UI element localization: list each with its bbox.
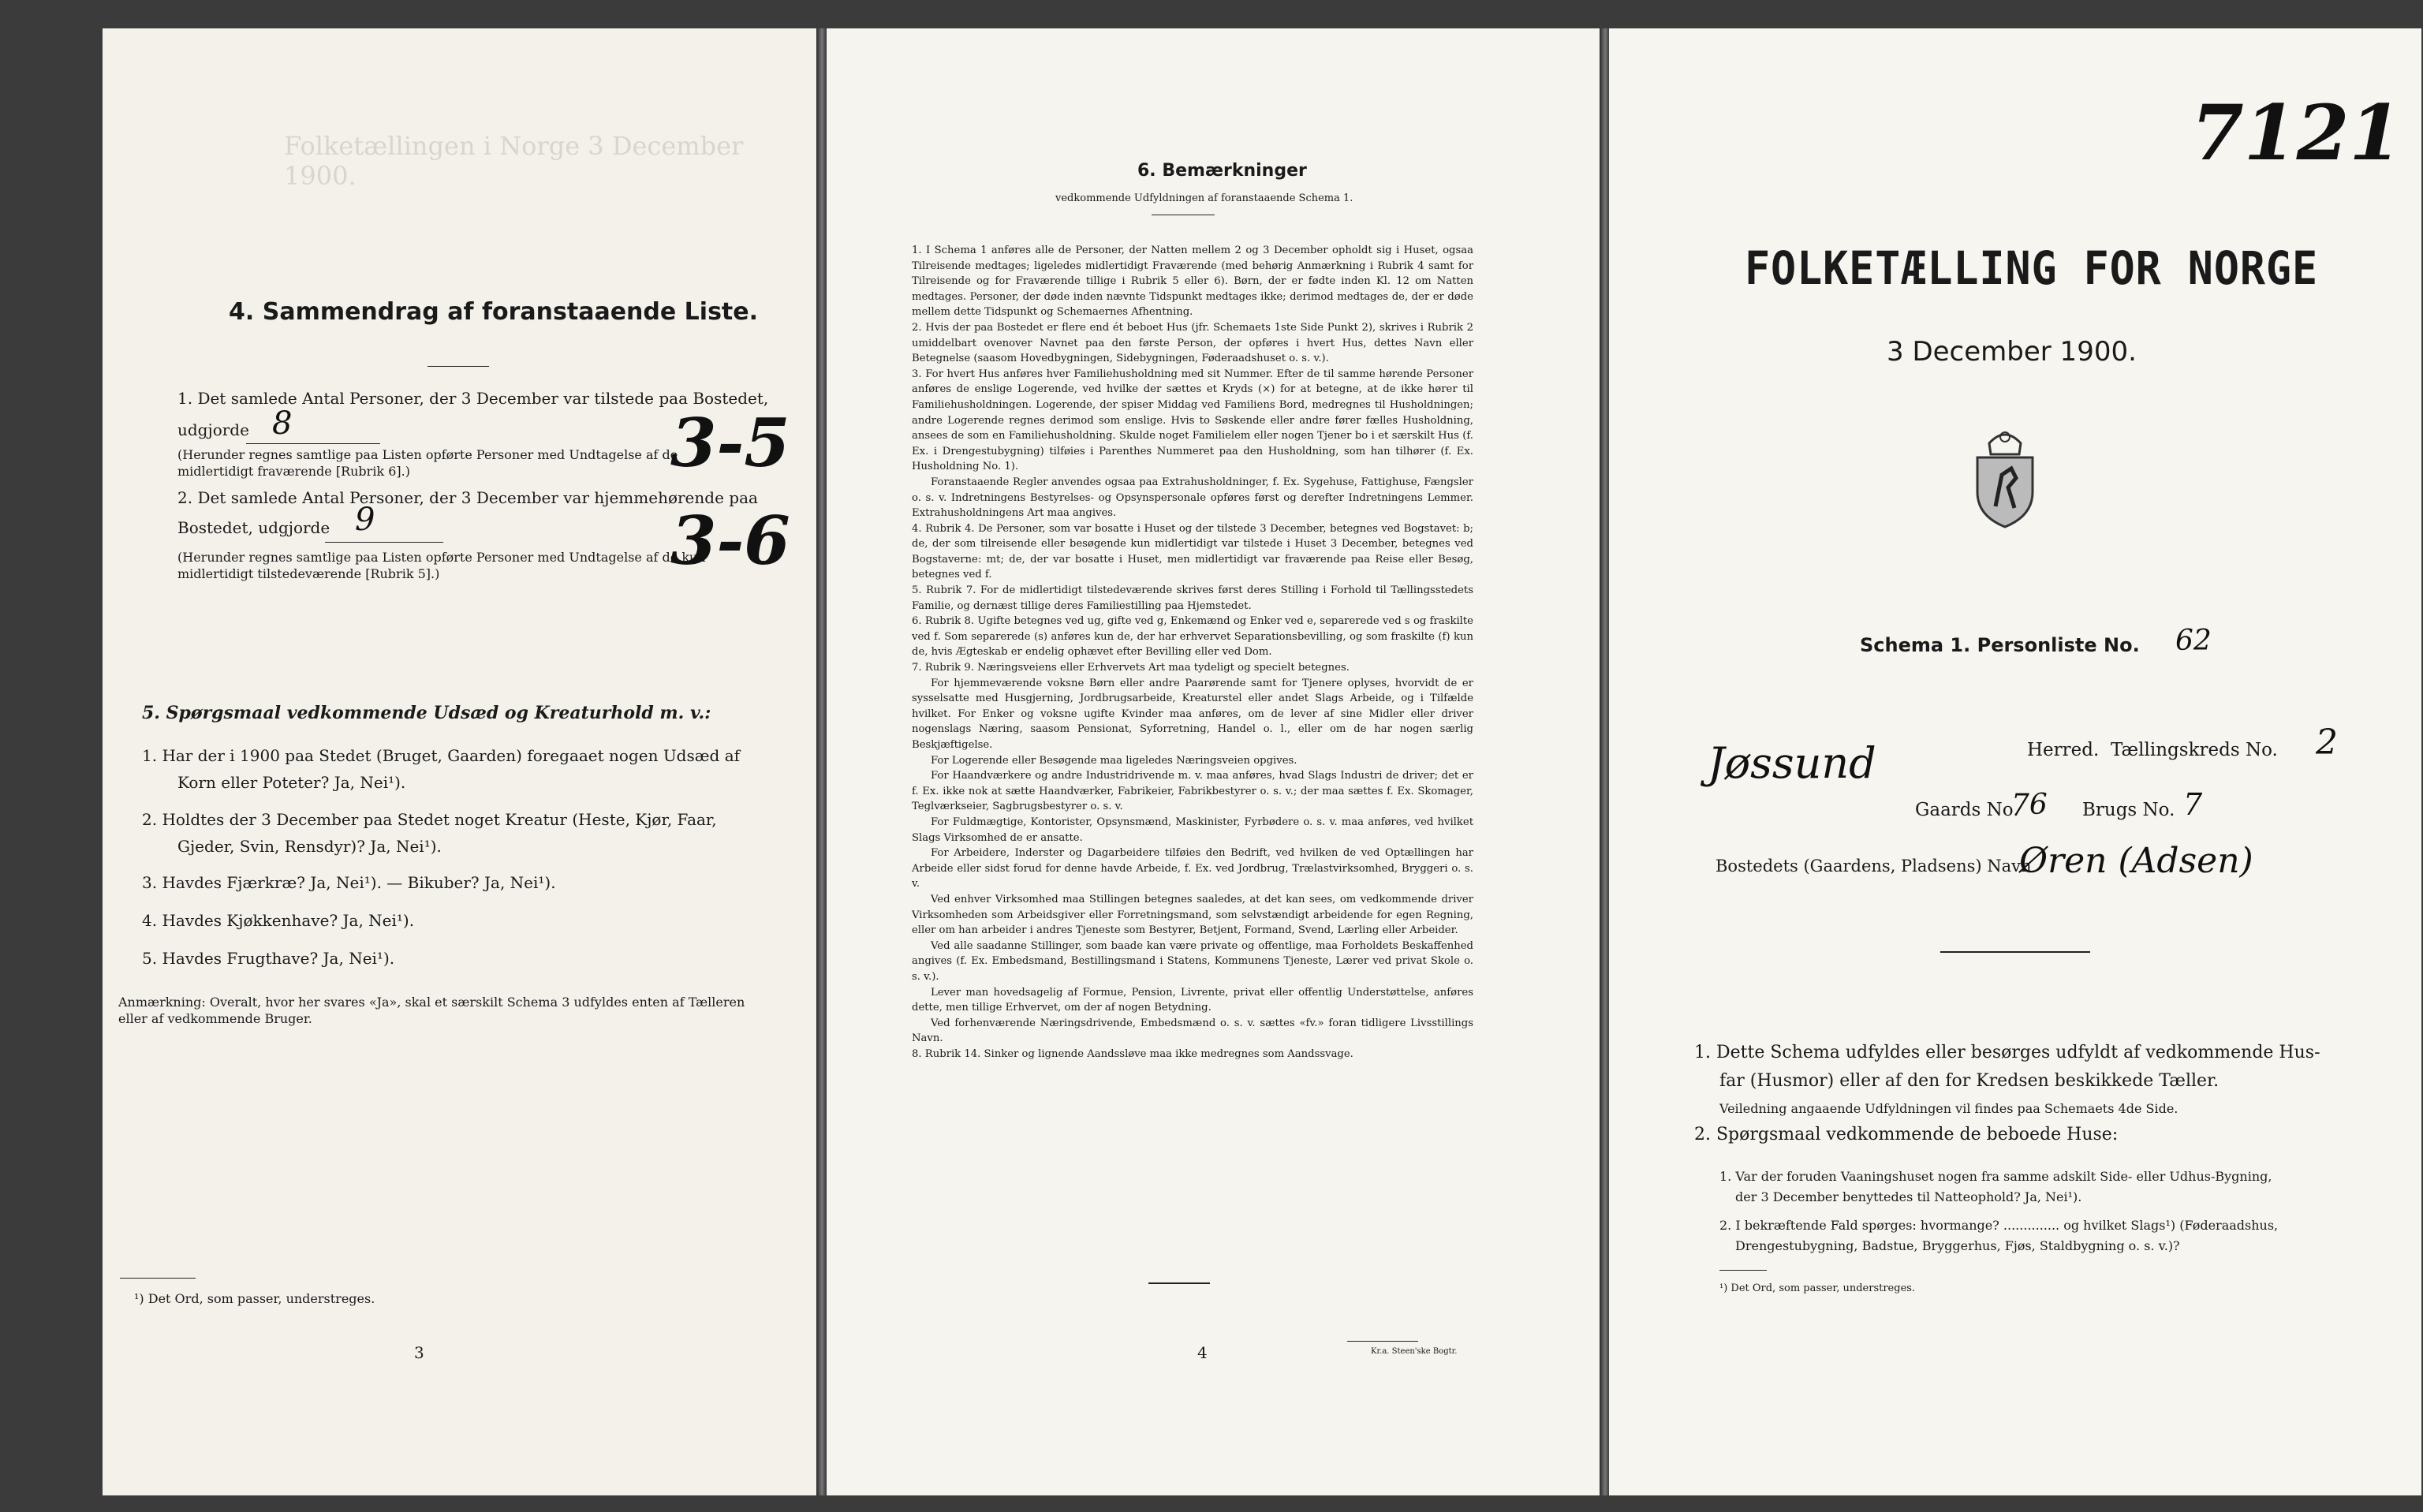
remark-item: For Fuldmægtige, Kontorister, Opsynsmænd, Maskinister, Fyrbødere o. s. v. maa anføres, ved hvilket Slags Virksomhed de er ansatte.	[912, 816, 1473, 844]
coat-of-arms-icon	[1966, 420, 2044, 530]
ornament-divider	[1940, 951, 2090, 953]
footnote-rule	[120, 1278, 196, 1279]
printer: Kr.a. Steen'ske Bogtr.	[1371, 1347, 1458, 1356]
remark-item: 7. Rubrik 9. Næringsveiens eller Erhvervets Art maa tydeligt og specielt betegnes.	[912, 662, 1350, 674]
census-title: FOLKETÆLLING FOR NORGE	[1745, 241, 2319, 295]
remark-item: 1. I Schema 1 anføres alle de Personer, der Natten mellem 2 og 3 December opholdt sig i Huset, ogsaa Tilreisende medtages; ligeledes midlertidigt Fraværende (med behørig Anmærkning i Rubrik 4 samt for Tilreisende og for Fraværende tillige i Rubrik 5 eller 6). Børn, der er fødte inden Kl. 12 om Natten medtages. Personer, der døde inden nævnte Tidspunkt medtages ikke; derimod medtages de, der er døde mellem dette Tidspunkt og Schemaernes Afhentning.	[912, 245, 1473, 319]
s5-q2a: 2. Holdtes der 3 December paa Stedet noget Kreatur (Heste, Kjør, Faar,	[142, 810, 717, 829]
s5-q1b: Korn eller Poteter? Ja, Nei¹).	[177, 773, 406, 792]
remark-item: Ved alle saadanne Stillinger, som baade kan være private og offentlige, maa Forholdets Beskaffenhed angives (f. Ex. Embedsmand, Bestillingsmand i Statens, Kommunens Tjeneste, Lærer ved privat Skole o. s. v.).	[912, 939, 1473, 983]
footnote: ¹) Det Ord, som passer, understreges.	[134, 1291, 375, 1306]
schema-no: 62	[2175, 625, 2212, 657]
q2-underline	[325, 542, 443, 543]
remark-item: 6. Rubrik 8. Ugifte betegnes ved ug, gifte ved g, Enkemænd og Enker ved e, separerede ved s og fraskilte ved f. Som separerede (s) anføres kun de, der har erhvervet Separationsbevilling, og som fraskilte (f) kun de, hvis Ægteskab er endelig ophævet efter Bevilling eller ved Dom.	[912, 615, 1473, 659]
archive-number: 7121	[2191, 88, 2402, 177]
s5-q1a: 1. Har der i 1900 paa Stedet (Bruget, Gaarden) foregaaet nogen Udsæd af	[142, 746, 741, 765]
instr2-q1a: 1. Var der foruden Vaaningshuset nogen fra samme adskilt Side- eller Udhus-Bygning,	[1719, 1169, 2272, 1184]
remark-item: For Arbeidere, Inderster og Dagarbeidere tilføies den Bedrift, ved hvilken de ved Optællingen har Arbeide eller sidst forud for denne havde Arbeide, f. Ex. ved Jordbrug, Trælastvirksomhed, Bryggeri o. s. v.	[912, 847, 1473, 890]
faded-header: Folketællingen i Norge 3 December 1900.	[284, 131, 744, 191]
q2-value: 9	[355, 502, 375, 538]
instr2-q2b: Drengestubygning, Badstue, Bryggerhus, Fjøs, Staldbygning o. s. v.)?	[1735, 1238, 2180, 1253]
remarks-title: 6. Bemærkninger	[1137, 161, 1307, 181]
q1-text: 1. Det samlede Antal Personer, der 3 December var tilstede paa Bostedet,	[177, 389, 769, 408]
page-fold-left	[816, 28, 827, 1495]
anmerkning: Anmærkning: Overalt, hvor her svares «Ja», skal et særskilt Schema 3 udfyldes enten af Tælleren eller af vedkommende Bruger.	[118, 995, 745, 1026]
instr2-q2a: 2. I bekræftende Fald spørges: hvormange? .............. og hvilket Slags¹) (Føderaadshus,	[1719, 1218, 2279, 1233]
brugs-label: Brugs No.	[2082, 800, 2175, 820]
remark-item: For Haandværkere og andre Industridrivende m. v. maa anføres, hvad Slags Industri de driver; det er f. Ex. ikke nok at sætte Haandværker, Fabrikeier, Fabrikbestyrer o. s. v.; der maa sættes f. Ex. Skomager, Teglværkseier, Sagbrugsbestyrer o. s. v.	[912, 770, 1473, 813]
remark-item: Foranstaaende Regler anvendes ogsaa paa Extrahusholdninger, f. Ex. Sygehuse, Fattighuse, Fængsler o. s. v. Indretningens Bestyrelses- og Opsynspersonale opføres først og derefter Indretningens Lemmer. Extrahusholdningens Art maa angives.	[912, 476, 1473, 520]
page-number: 4	[1197, 1343, 1208, 1362]
remark-item: 2. Hvis der paa Bostedet er flere end ét beboet Hus (jfr. Schemaets 1ste Side Punkt 2), skrives i Rubrik 2 umiddelbart ovenover Navnet paa den første Person, der opføres i hvert Hus, dettes Navn eller Betegnelse (saasom Hovedbygningen, Sidebygningen, Føderaadshuset o. s. v.).	[912, 321, 1473, 365]
divider	[427, 366, 489, 367]
bosted-label: Bostedets (Gaardens, Pladsens) Navn	[1716, 857, 2032, 875]
section4-title: 4. Sammendrag af foranstaaende Liste.	[229, 298, 759, 326]
herred-value: Jøssund	[1708, 738, 1876, 788]
footnote: ¹) Det Ord, som passer, understreges.	[1719, 1282, 1916, 1294]
s5-q4: 4. Havdes Kjøkkenhave? Ja, Nei¹).	[142, 911, 415, 930]
printer-rule	[1347, 1341, 1418, 1342]
remark-item: 5. Rubrik 7. For de midlertidigt tilstedeværende skrives først deres Stilling i Forhold til Tællingsstedets Familie, og dernæst tillige deres Familiestilling paa Hjemstedet.	[912, 584, 1473, 612]
remark-item: 3. For hvert Hus anføres hver Familiehusholdning med sit Nummer. Efter de til samme hørende Personer anføres de enslige Logerende, ved hvilke der sættes et Kryds (×) for at betegne, at de ikke hører til Familiehusholdningen. Logerende, der spiser Middag ved Familiens Bord, medregnes til Husholdningen; andre Logerende regnes derimod som enslige. Hvis to Søskende eller andre fører fælles Husholdning, ansees de som en Familiehusholdning. Skulde noget Familielem eller nogen Tjener bo i et særskilt Hus (f. Ex. i Drengestubygning) tilføies i Parenthes Nummeret paa den Husholdning, som han tilhører (f. Ex. Husholdning No. 1).	[912, 368, 1473, 473]
q1-value: 8	[272, 405, 293, 442]
remark-item: For hjemmeværende voksne Børn eller andre Paarørende samt for Tjenere oplyses, hvorvidt de er sysselsatte med Husgjerning, Jordbrugsarbeide, Kreaturstel eller andet Slags Arbeide, og i Tilfælde hvilket. For Enker og voksne ugifte Kvinder maa anføres, om de lever af sine Midler eller driver nogenslags Næring, saasom Pensionat, Syforretning, Handel o. l., eller om de har nogen særlig Beskjæftigelse.	[912, 677, 1473, 751]
brugs-value: 7	[2183, 787, 2203, 822]
instr1a: 1. Dette Schema udfyldes eller besørges udfyldt af vedkommende Hus-	[1694, 1043, 2320, 1062]
middle-page	[827, 28, 1600, 1495]
left-page	[103, 28, 816, 1495]
s5-q3: 3. Havdes Fjærkræ? Ja, Nei¹). — Bikuber? Ja, Nei¹).	[142, 873, 556, 892]
kreds-value: 2	[2316, 722, 2338, 763]
remarks-list	[912, 243, 1473, 1062]
kreds-label: Tællingskreds No.	[2111, 740, 2278, 760]
right-page	[1609, 28, 2421, 1495]
s5-q2b: Gjeder, Svin, Rensdyr)? Ja, Nei¹).	[177, 837, 442, 856]
remark-item: Lever man hovedsagelig af Formue, Pension, Livrente, privat eller offentlig Understøttelse, anføres dette, men tillige Erhvervet, om der af nogen Betydning.	[912, 986, 1473, 1014]
gaards-label: Gaards No.	[1915, 800, 2019, 820]
remark-item: Ved forhenværende Næringsdrivende, Embedsmænd o. s. v. sættes «fv.» foran tidligere Livsstillings Navn.	[912, 1017, 1473, 1045]
remark-item: Ved enhver Virksomhed maa Stillingen betegnes saaledes, at det kan sees, om vedkommende driver Virksomheden som Arbeidsgiver eller Forretningsmand, som selvstændigt arbeidende for egen Regning, eller om han arbeider i andres Tjeneste som Bestyrer, Betjent, Formand, Svend, Lærling eller Arbeider.	[912, 893, 1473, 937]
schema-label: Schema 1. Personliste No.	[1860, 634, 2140, 656]
herred-label: Herred.	[2027, 740, 2100, 760]
footnote-rule	[1719, 1270, 1767, 1271]
s5-q5: 5. Havdes Frugthave? Ja, Nei¹).	[142, 949, 395, 968]
instr1b: far (Husmor) eller af den for Kredsen beskikkede Tæller.	[1719, 1071, 2220, 1091]
census-date: 3 December 1900.	[1887, 336, 2137, 368]
q2-text: 2. Det samlede Antal Personer, der 3 December var hjemmehørende paa	[177, 488, 758, 507]
remark-item: For Logerende eller Besøgende maa ligeledes Næringsveien opgives.	[931, 754, 1297, 767]
q1-udgjorde: udgjorde	[177, 420, 249, 439]
section5-title: 5. Spørgsmaal vedkommende Udsæd og Kreaturhold m. v.:	[142, 703, 711, 723]
remarks-end-rule	[1148, 1282, 1210, 1284]
page-number: 3	[414, 1343, 424, 1362]
q1-note: (Herunder regnes samtlige paa Listen opførte Personer med Undtagelse af de midlertidigt fraværende [Rubrik 6].)	[177, 447, 678, 479]
q2-bostedet: Bostedet, udgjorde	[177, 518, 330, 537]
q1-underline	[246, 443, 380, 444]
remark-item: 8. Rubrik 14. Sinker og lignende Aandssløve maa ikke medregnes som Aandssvage.	[912, 1047, 1353, 1060]
q2-note: (Herunder regnes samtlige paa Listen opførte Personer med Undtagelse af de kun midlertidigt tilstedeværende [Rubrik 5].)	[177, 550, 706, 581]
remarks-subtitle: vedkommende Udfyldningen af foranstaaende Schema 1.	[1055, 192, 1353, 204]
instr2: 2. Spørgsmaal vedkommende de beboede Huse:	[1694, 1125, 2119, 1144]
instr1c: Veiledning angaaende Udfyldningen vil findes paa Schemaets 4de Side.	[1719, 1101, 2178, 1116]
q2-margin-value: 3-6	[670, 502, 790, 580]
bosted-value: Øren (Adsen)	[2019, 841, 2253, 881]
remark-item: 4. Rubrik 4. De Personer, som var bosatte i Huset og der tilstede 3 December, betegnes ved Bogstavet: b; de, der som tilreisende eller besøgende kun midlertidigt var tilstede i Huset 3 December, betegnes ved Bogstaverne: mt; de, der var bosatte i Huset, men midlertidigt var fraværende paa Reise eller Besøg, betegnes ved f.	[912, 522, 1473, 581]
q1-margin-value: 3-5	[670, 404, 790, 482]
instr2-q1b: der 3 December benyttedes til Natteophold? Ja, Nei¹).	[1735, 1189, 2082, 1204]
gaards-value: 76	[2011, 789, 2048, 821]
